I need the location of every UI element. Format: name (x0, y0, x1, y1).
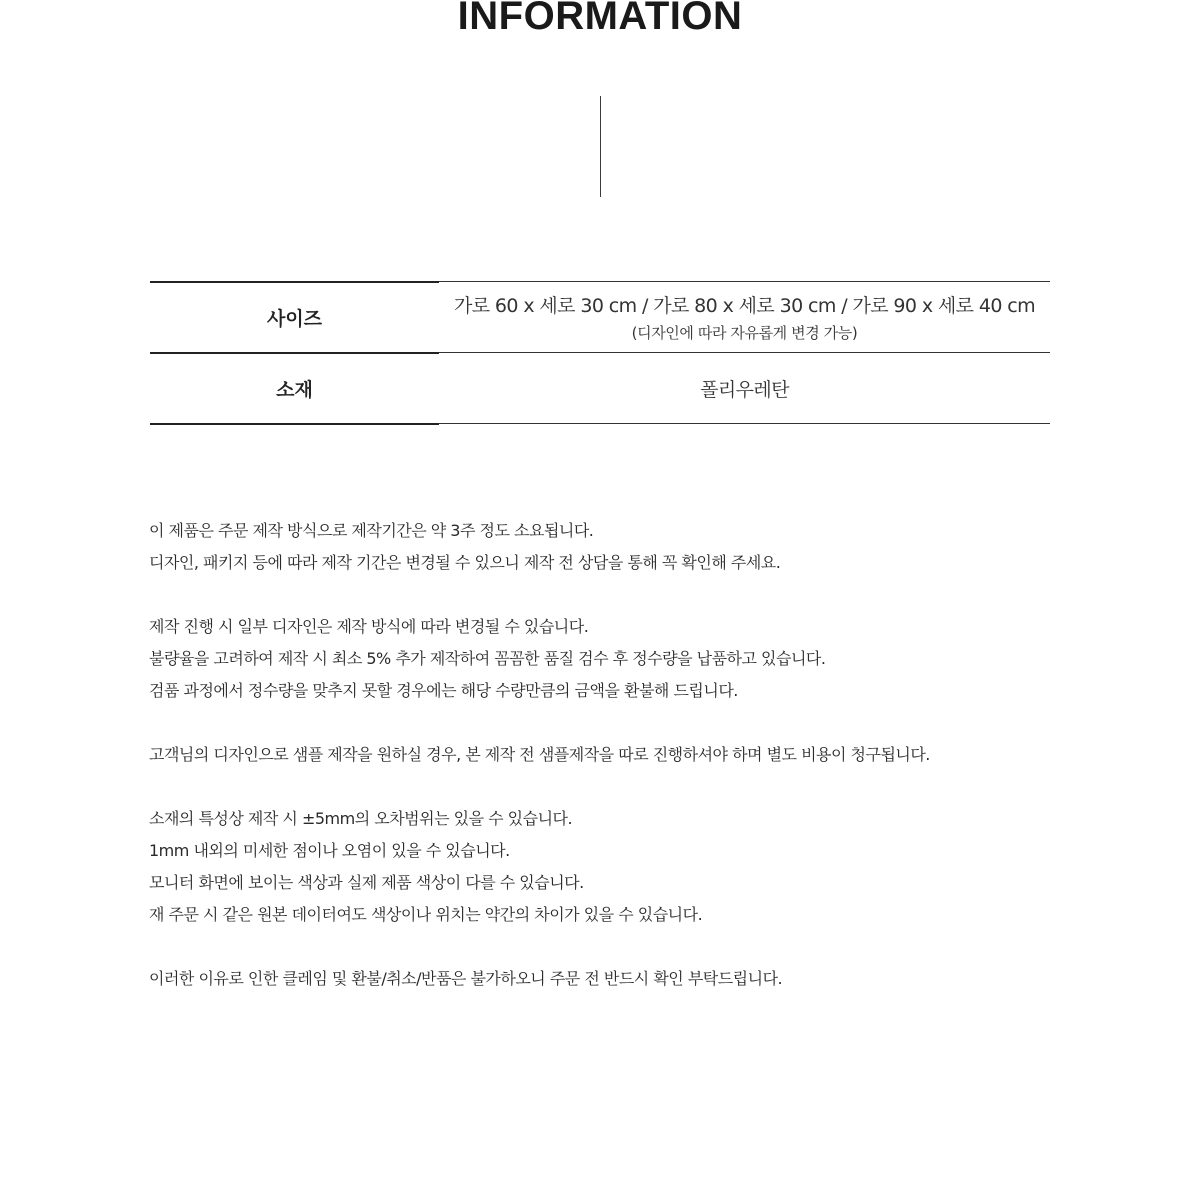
notice-line: 제작 진행 시 일부 디자인은 제작 방식에 따라 변경될 수 있습니다. (149, 617, 589, 636)
spec-row-material (150, 352, 1050, 423)
paragraph-gap (149, 579, 1149, 611)
table-bottom-border (150, 423, 1050, 424)
spec-value-material-cell (439, 353, 1050, 423)
notice-line: 고객님의 디자인으로 샘플 제작을 원하실 경우, 본 제작 전 샘플제작을 따로 진행하셔야 하며 별도 비용이 청구됩니다. (149, 745, 930, 764)
notice-line: 불량율을 고려하여 제작 시 최소 5% 추가 제작하여 꼼꼼한 품질 검수 후 정수량을 납품하고 있습니다. (149, 649, 826, 668)
spec-table (150, 281, 1050, 424)
notice-text-block (149, 515, 1149, 995)
paragraph-gap (149, 771, 1149, 803)
spec-row-size (150, 281, 1050, 352)
divider-vertical (600, 96, 601, 197)
page-title: INFORMATION (457, 0, 743, 38)
spec-value-size: 가로 60 x 세로 30 cm / 가로 80 x 세로 30 cm / 가로 90 x 세로 40 cm (453, 295, 1036, 317)
notice-line: 이 제품은 주문 제작 방식으로 제작기간은 약 3주 정도 소요됩니다. (149, 521, 594, 540)
notice-line: 이러한 이유로 인한 클레임 및 환불/취소/반품은 불가하오니 주문 전 반드시 확인 부탁드립니다. (149, 969, 783, 988)
notice-line: 1mm 내외의 미세한 점이나 오염이 있을 수 있습니다. (149, 841, 510, 860)
spec-label-material: 소재 (276, 378, 313, 401)
row-accent-line (150, 352, 439, 354)
spec-value-size-cell (439, 282, 1050, 352)
paragraph-gap (149, 931, 1149, 963)
spec-value-size-note: (디자인에 따라 자유롭게 변경 가능) (631, 324, 858, 342)
notice-line: 디자인, 패키지 등에 따라 제작 기간은 변경될 수 있으니 제작 전 상담을 통해 꼭 확인해 주세요. (149, 553, 781, 572)
row-accent-line (150, 423, 439, 425)
notice-line: 검품 과정에서 정수량을 맞추지 못할 경우에는 해당 수량만큼의 금액을 환불해 드립니다. (149, 681, 738, 700)
spec-value-material: 폴리우레탄 (700, 378, 789, 401)
notice-line: 소재의 특성상 제작 시 ±5mm의 오차범위는 있을 수 있습니다. (149, 809, 573, 828)
spec-label-size: 사이즈 (266, 307, 323, 330)
paragraph-gap (149, 707, 1149, 739)
notice-line: 모니터 화면에 보이는 색상과 실제 제품 색상이 다를 수 있습니다. (149, 873, 584, 892)
notice-line: 재 주문 시 같은 원본 데이터여도 색상이나 위치는 약간의 차이가 있을 수 있습니다. (149, 905, 703, 924)
row-accent-line (150, 281, 439, 283)
